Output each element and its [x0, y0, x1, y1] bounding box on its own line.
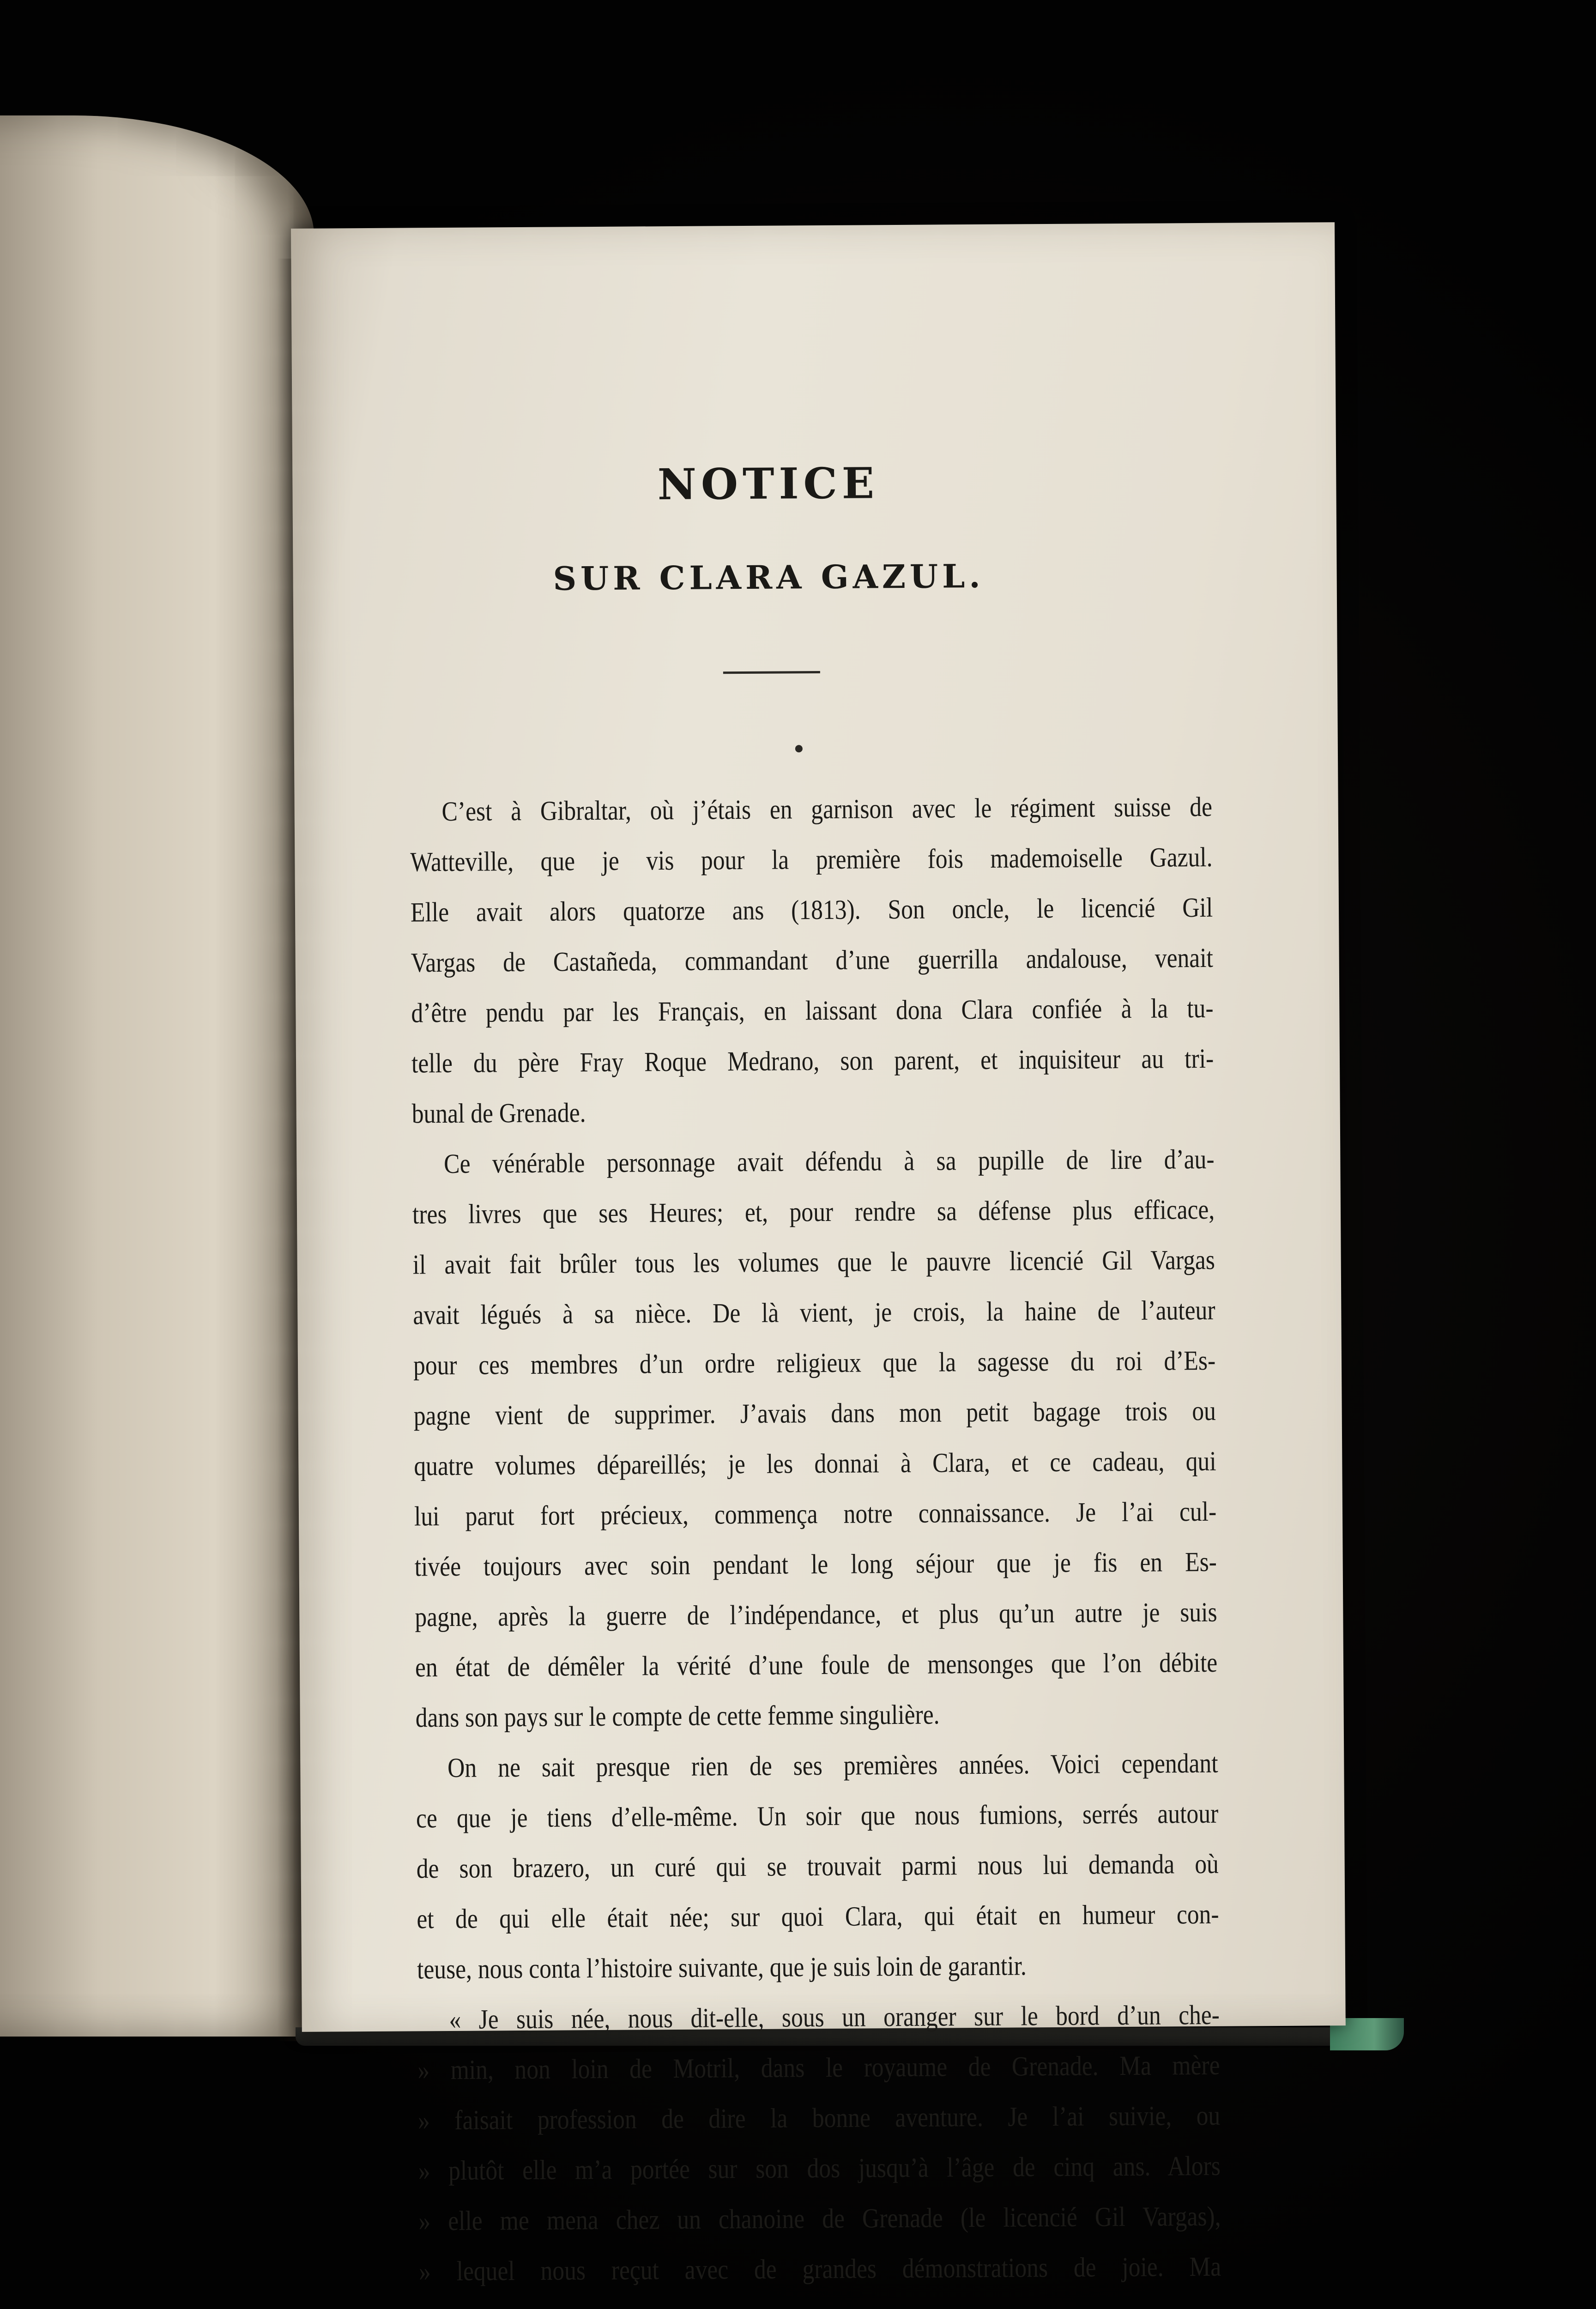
text-line: « Je suis née, nous dit-elle, sous un oranger sur le bord d’un che- [449, 1999, 1220, 2035]
text-line: pagne vient de supprimer. J’avais dans mon petit bagage trois ou [413, 1395, 1216, 1431]
text-line: et de qui elle était née; sur quoi Clara, qui était en humeur con- [417, 1898, 1219, 1934]
text-line: quatre volumes dépareillés; je les donnai à Clara, et ce cadeau, qui [414, 1445, 1216, 1481]
right-page [291, 222, 1346, 2287]
text-line: lui parut fort précieux, commença notre connaissance. Je l’ai cul- [414, 1496, 1217, 1532]
page-subtitle: SUR CLARA GAZUL. [553, 556, 985, 598]
text-line: il avait fait brûler tous les volumes que le pauvre licencié Gil Vargas [412, 1244, 1215, 1280]
text-line: Watteville, que je vis pour la première fois mademoiselle Gazul. [410, 841, 1213, 877]
text-line: d’être pendu par les Français, en laissant dona Clara confiée à la tu- [411, 992, 1214, 1028]
text-line: C’est à Gibraltar, où j’étais en garnison avec le régiment suisse de [441, 791, 1213, 827]
text-line: » plutôt elle m’a portée sur son dos jusqu’à l’âge de cinq ans. Alors [418, 2150, 1221, 2186]
text-line: telle du père Fray Roque Medrano, son parent, et inquisiteur au tri- [411, 1043, 1214, 1079]
text-line: ce que je tiens d’elle-même. Un soir que nous fumions, serrés autour [416, 1798, 1219, 1834]
text-line: avait légués à sa nièce. De là vient, je crois, la haine de l’auteur [413, 1294, 1215, 1330]
ornament-dot [795, 745, 803, 752]
text-line: Ce vénérable personnage avait défendu à sa pupille de lire d’au- [443, 1143, 1215, 1179]
text-line: dans son pays sur le compte de cette femme singulière. [415, 1699, 940, 1733]
text-line: teuse, nous conta l’histoire suivante, que je suis loin de garantir. [417, 1950, 1027, 1985]
text-line: pagne, après la guerre de l’indépendance, et plus qu’un autre je suis [415, 1596, 1217, 1632]
page-body [410, 782, 1222, 2297]
text-line: tivée toujours avec soin pendant le long séjour que je fis en Es- [414, 1546, 1217, 1582]
left-page-verso [0, 115, 314, 2037]
text-line: On ne sait presque rien de ses premières années. Voici cependant [447, 1747, 1218, 1783]
text-line: de son brazero, un curé qui se trouvait parmi nous lui demanda où [416, 1848, 1219, 1884]
text-line: tres livres que ses Heures; et, pour rendre sa défense plus efficace, [412, 1194, 1215, 1230]
text-line: bunal de Grenade. [411, 1097, 586, 1129]
text-line: » min, non loin de Motril, dans le royaume de Grenade. Ma mère [417, 2049, 1220, 2085]
page-title: NOTICE [657, 458, 879, 510]
title-rule [723, 671, 820, 674]
text-line: Vargas de Castañeda, commandant d’une guerrilla andalouse, venait [411, 942, 1214, 978]
text-line: pour ces membres d’un ordre religieux que la sagesse du roi d’Es- [413, 1345, 1216, 1381]
text-line: » lequel nous reçut avec de grandes démonstrations de joie. Ma [418, 2251, 1221, 2287]
text-line: » elle me mena chez un chanoine de Grenade (le licencié Gil Vargas), [418, 2200, 1221, 2236]
page-text-block [351, 223, 1221, 2287]
text-line: Elle avait alors quatorze ans (1813). Son oncle, le licencié Gil [410, 892, 1213, 928]
text-line: en état de démêler la vérité d’une foule de mensonges que l’on débite [415, 1647, 1218, 1683]
text-line: » faisait profession de dire la bonne aventure. Je l’ai suivie, ou [417, 2100, 1221, 2136]
